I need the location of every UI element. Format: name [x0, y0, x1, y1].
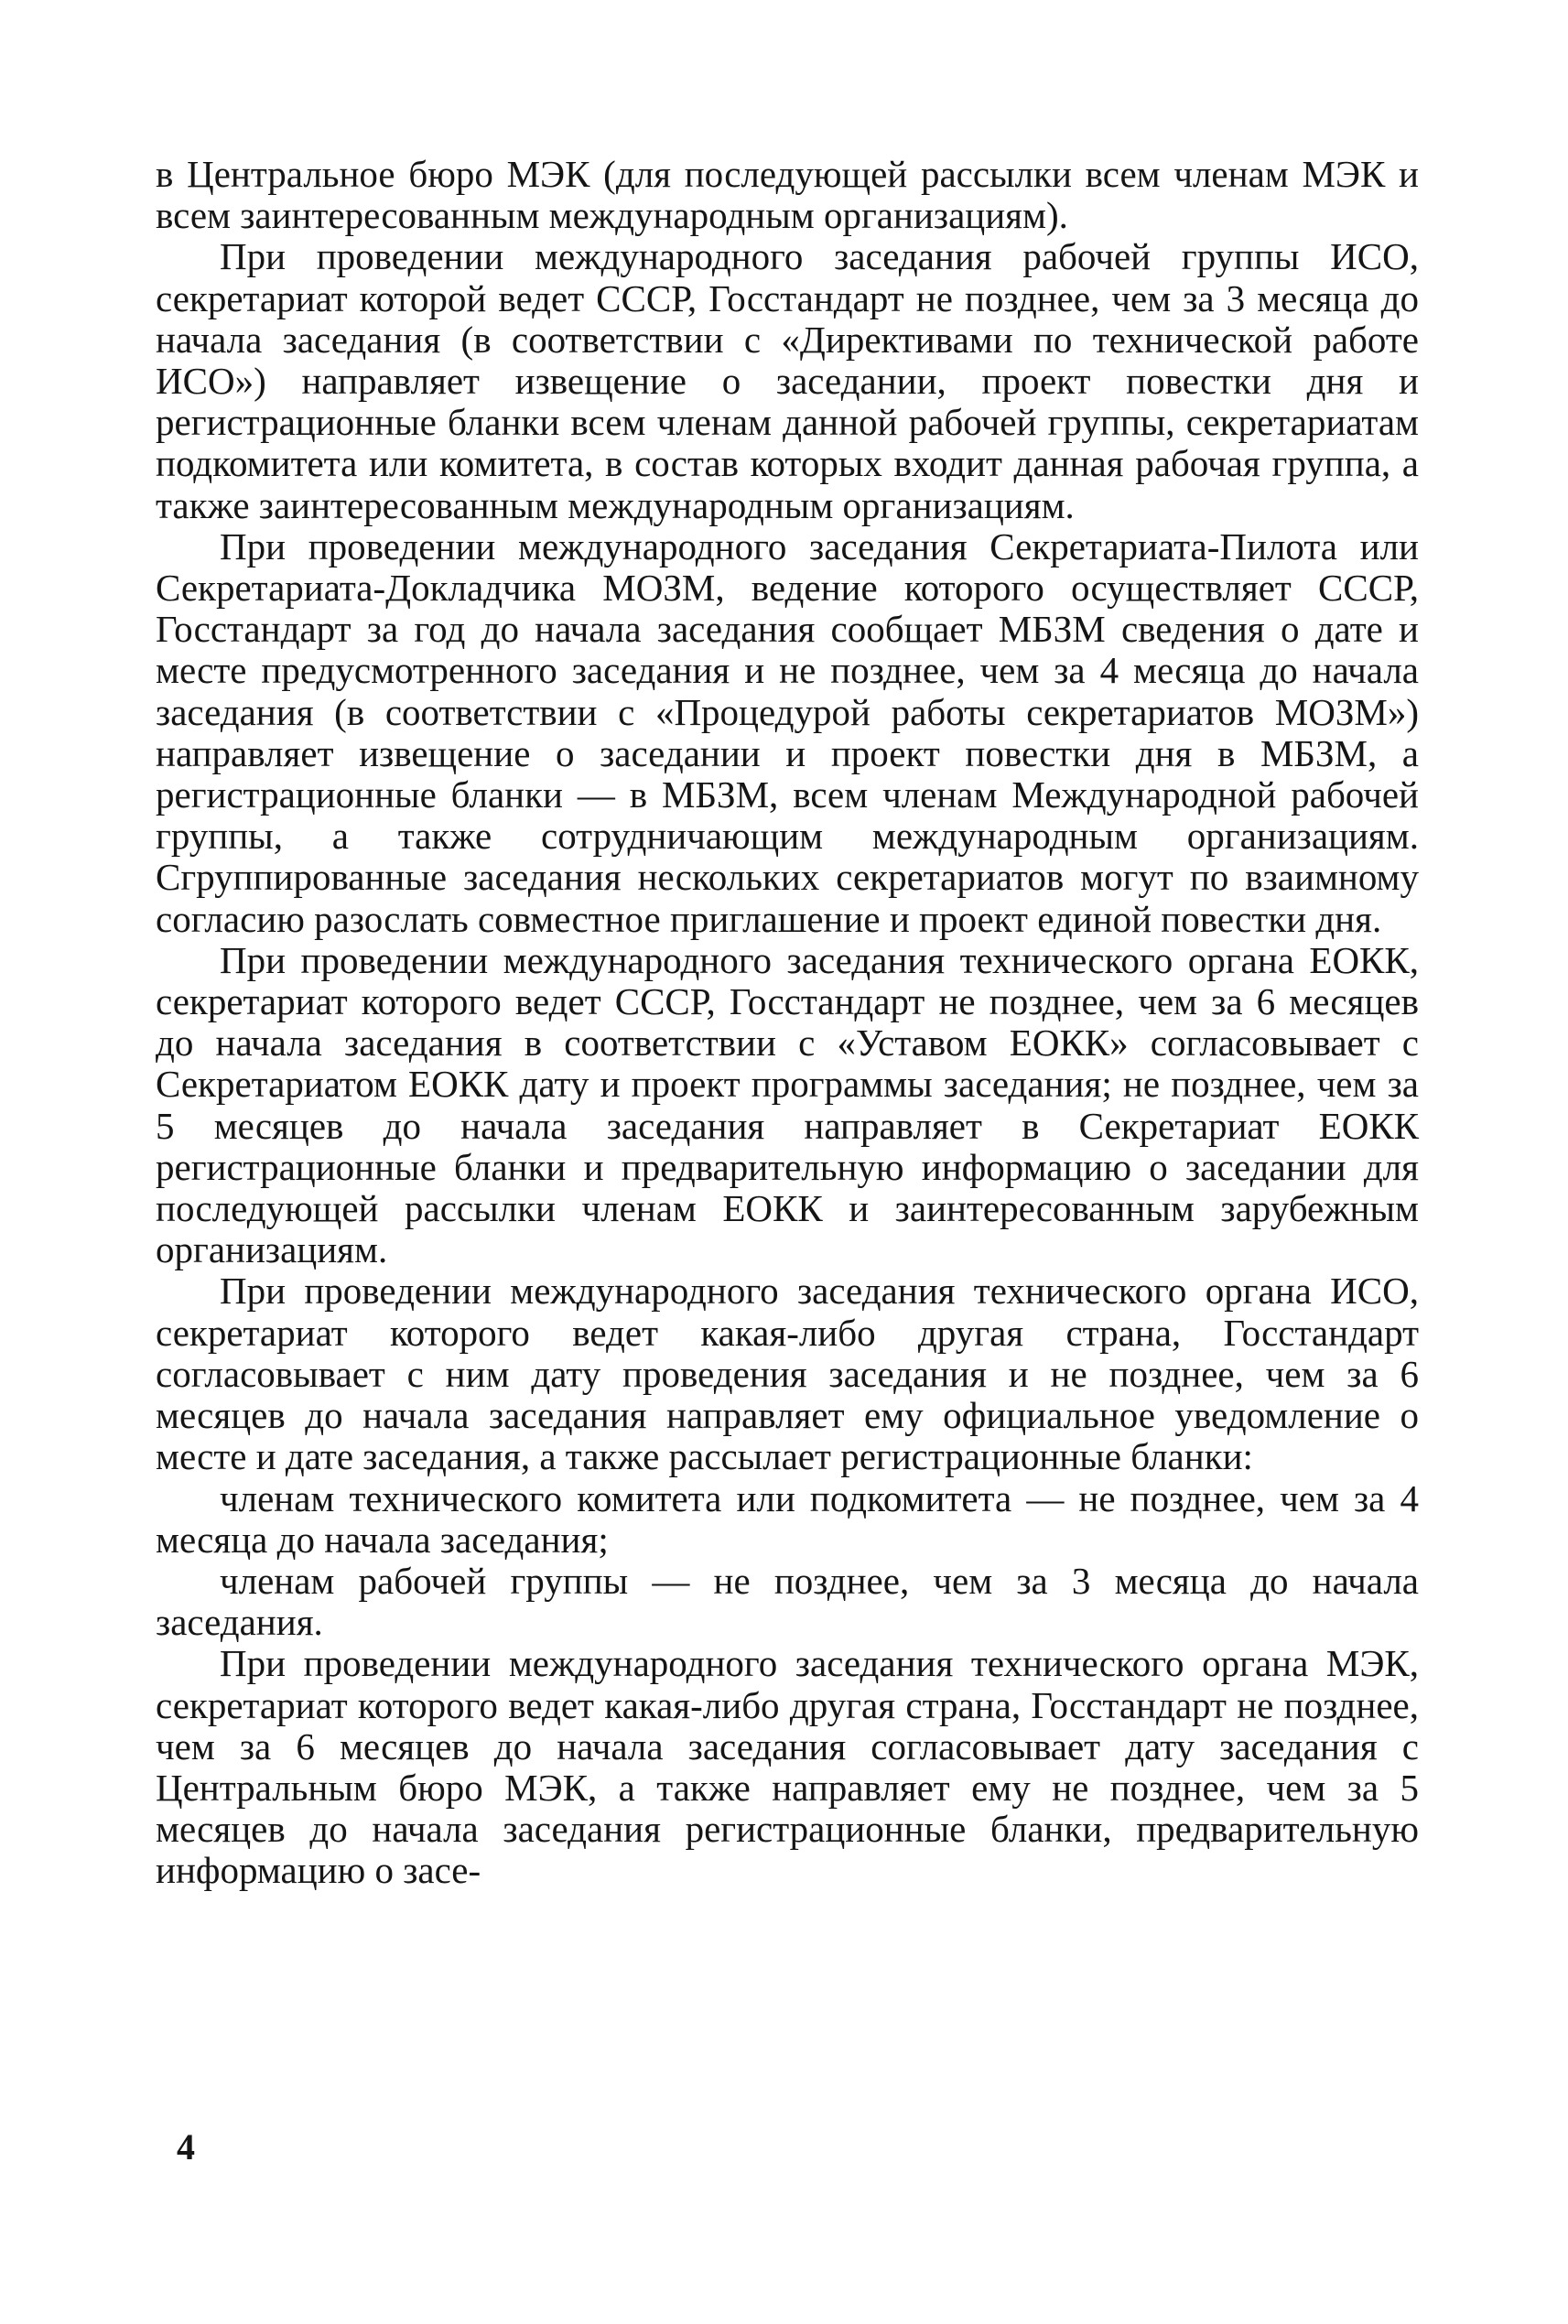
paragraph-2: При проведении международного заседания рабочей группы ИСО, секретариат которой ведет СССР, Госстандарт не позднее, чем за 3 месяца до начала заседания (в соответствии с «Директивами по технической работе ИСО») направляет извещение о заседании, проект повестки дня и регистрационные бланки всем членам данной рабочей группы, секретариатам подкомитета или комитета, в состав которых входит данная рабочая группа, а также заинтересованным международным организациям.	[156, 235, 1419, 526]
paragraph-3: При проведении международного заседания Секретариата-Пилота или Секретариата-Докладчика МОЗМ, ведение которого осуществляет СССР, Госстандарт за год до начала заседания сообщает МБЗМ сведения о дате и месте предусмотренного заседания и не позднее, чем за 4 месяца до начала заседания (в соответствии с «Процедурой работы секретариатов МОЗМ») направляет извещение о заседании и проект повестки дня в МБЗМ, а регистрационные бланки — в МБЗМ, всем членам Международной рабочей группы, а также сотрудничающим международным организациям. Сгруппированные заседания нескольких секретариатов могут по взаимному согласию разослать совместное приглашение и проект единой повестки дня.	[156, 524, 1419, 940]
paragraph-4: При проведении международного заседания технического органа ЕОКК, секретариат которого ведет СССР, Госстандарт не позднее, чем за 6 месяцев до начала заседания в соответствии с «Уставом ЕОКК» согласовывает с Секретариатом ЕОКК дату и проект программы заседания; не позднее, чем за 5 месяцев до начала заседания направляет в Секретариат ЕОКК регистрационные бланки и предварительную информацию о заседании для последующей рассылки членам ЕОКК и заинтересованным зарубежным организациям.	[156, 938, 1419, 1271]
paragraph-8: При проведении международного заседания технического органа МЭК, секретариат которого ведет какая-либо другая страна, Госстандарт не позднее, чем за 6 месяцев до начала заседания согласовывает дату заседания с Центральным бюро МЭК, а также направляет ему не позднее, чем за 5 месяцев до начала заседания регистрационные бланки, предварительную информацию о засе-	[156, 1642, 1419, 1892]
page-number: 4	[177, 2126, 195, 2167]
paragraph-6: членам технического комитета или подкомитета — не позднее, чем за 4 месяца до начала заседания;	[156, 1476, 1419, 1561]
document-page	[156, 154, 1419, 1892]
paragraph-7: членам рабочей группы — не позднее, чем за 3 месяца до начала заседания.	[156, 1559, 1419, 1644]
paragraph-5: При проведении международного заседания технического органа ИСО, секретариат которого ведет какая-либо другая страна, Госстандарт согласовывает с ним дату проведения заседания и не позднее, чем за 6 месяцев до начала заседания направляет ему официальное уведомление о месте и дате заседания, а также рассылает регистрационные бланки:	[156, 1270, 1419, 1478]
paragraph-1: в Центральное бюро МЭК (для последующей рассылки всем членам МЭК и всем заинтересованным международным организациям).	[156, 153, 1419, 237]
